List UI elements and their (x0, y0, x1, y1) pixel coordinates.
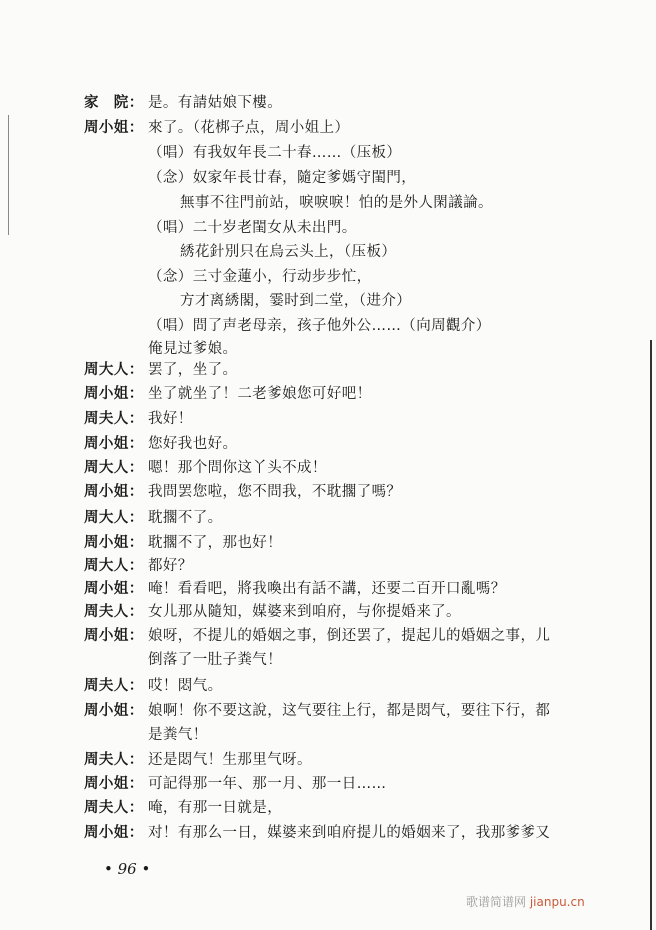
dialogue-text: 我問罢您啦，您不問我，不耽擱了嗎？ (148, 484, 402, 500)
dialogue-text: 來了。（花梆子点，周小姐上） (148, 120, 350, 136)
dialogue-text: 是。有請姑娘下樓。 (148, 95, 283, 111)
dialogue-text: 您好我也好。 (148, 436, 238, 452)
dialogue-text: 唵，有那一日就是， (148, 800, 283, 816)
watermark-url: jianpu.cn (529, 895, 585, 909)
dialogue-text: 坐了就坐了！二老爹娘您可好吧！ (148, 386, 372, 402)
speaker-name: 周小姐： (84, 436, 144, 452)
speaker-name: 周小姐： (84, 703, 144, 719)
dialogue-text: 罢了，坐了。 (148, 362, 238, 378)
dialogue-text: 哎！悶气。 (148, 678, 223, 694)
speaker-name: 周小姐： (84, 776, 144, 792)
speaker-name: 家 院： (84, 95, 144, 111)
dialogue-text: 嗯！那个問你这丫头不成！ (148, 460, 327, 476)
speaker-name: 周大人： (84, 362, 144, 378)
dialogue-text: 耽擱不了，那也好！ (148, 535, 283, 551)
page-number: • 96 • (104, 860, 151, 878)
dialogue-text: 唵！看看吧，將我喚出有話不講，还要二百开口亂嗎？ (148, 581, 506, 597)
speaker-name: 周小姐： (84, 581, 144, 597)
speaker-name: 周小姐： (84, 120, 144, 136)
speaker-name: 周小姐： (84, 628, 144, 644)
dialogue-text: （念）奴家年長廿春，隨定爹媽守閨門， (148, 170, 417, 186)
speaker-name: 周夫人： (84, 678, 144, 694)
dialogue-text: （唱）問了声老母亲，孩子他外公……（向周觀介） (148, 318, 491, 334)
speaker-name: 周夫人： (84, 800, 144, 816)
speaker-name: 周夫人： (84, 604, 144, 620)
dialogue-text: 对！有那么一日，媒婆来到咱府提儿的婚姻来了，我那爹爹又 (148, 825, 551, 841)
dialogue-text: 方才离綉閣，霎时到二堂，（进介） (180, 293, 412, 309)
speaker-name: 周小姐： (84, 386, 144, 402)
dialogue-text: 娘呀，不提儿的婚姻之事，倒还罢了，提起儿的婚姻之事，儿 (148, 628, 551, 644)
dialogue-text: 倒落了一肚子粪气！ (148, 652, 283, 668)
speaker-name: 周小姐： (84, 535, 144, 551)
dialogue-text: 可記得那一年、那一月、那一日…… (148, 776, 387, 792)
speaker-name: 周大人： (84, 510, 144, 526)
dialogue-text: 俺見过爹娘。 (148, 341, 238, 357)
dialogue-text: 我好！ (148, 411, 193, 427)
watermark-cn: 歌谱简谱网 (466, 895, 530, 909)
speaker-name: 周大人： (84, 558, 144, 574)
dialogue-text: 綉花針別只在烏云头上，（压板） (180, 244, 397, 260)
speaker-name: 周大人： (84, 460, 144, 476)
dialogue-text: 都好？ (148, 558, 193, 574)
watermark (466, 893, 585, 910)
dialogue-text: （念）三寸金蓮小，行动步步忙， (148, 269, 372, 285)
scan-edge-mark (8, 115, 9, 235)
dialogue-text: 娘啊！你不要这說，这气要往上行，都是悶气，要往下行，都 (148, 703, 551, 719)
dialogue-text: 还是悶气！生那里气呀。 (148, 752, 312, 768)
dialogue-text: （唱）二十岁老閨女从未出門。 (148, 220, 357, 236)
dialogue-text: 女儿那从隨知，媒婆来到咱府，与你提婚来了。 (148, 604, 461, 620)
dialogue-text: 耽擱不了。 (148, 510, 223, 526)
speaker-name: 周夫人： (84, 752, 144, 768)
dialogue-text: 無事不往門前站，唳唳唳！怕的是外人閑議論。 (180, 195, 493, 211)
page-edge-line (650, 340, 652, 930)
speaker-name: 周小姐： (84, 484, 144, 500)
speaker-name: 周小姐： (84, 825, 144, 841)
speaker-name: 周夫人： (84, 411, 144, 427)
dialogue-text: 是粪气！ (148, 727, 208, 743)
dialogue-text: （唱）有我奴年長二十春……（压板） (148, 145, 402, 161)
